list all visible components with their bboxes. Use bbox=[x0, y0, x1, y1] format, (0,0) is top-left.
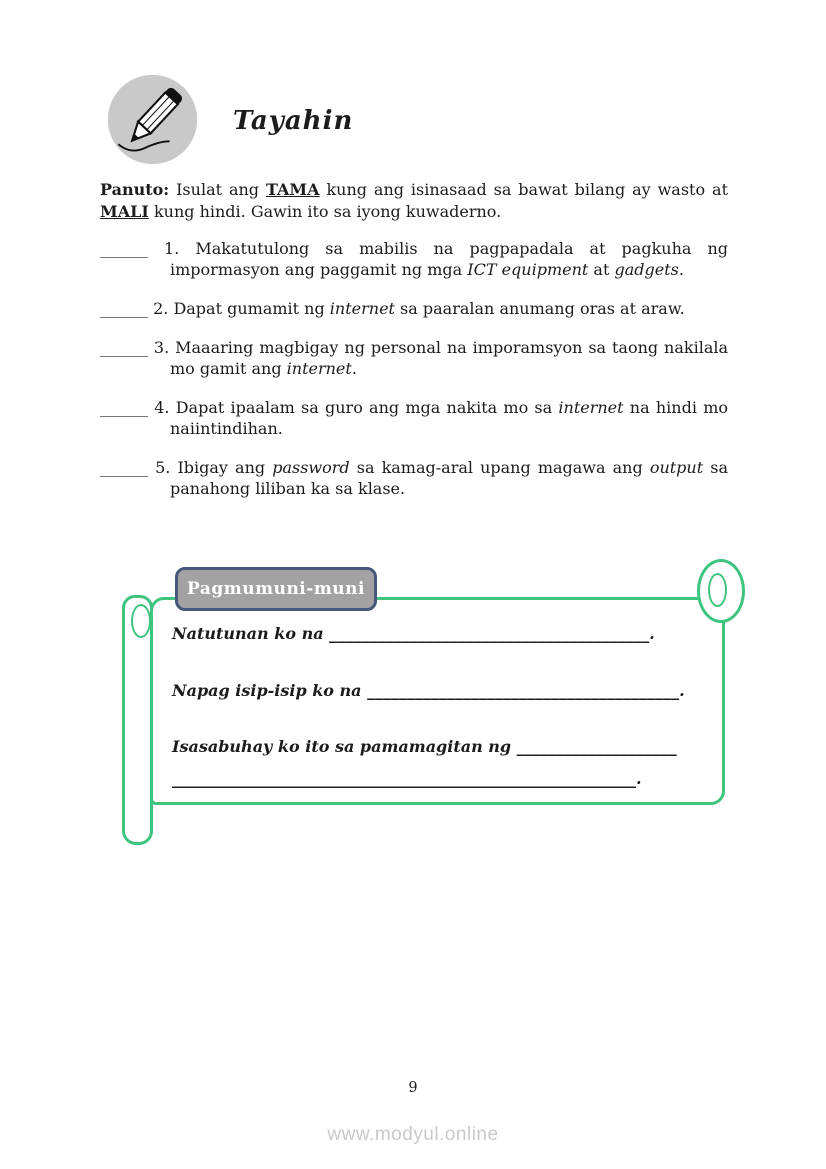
quiz-item-2 bbox=[100, 298, 728, 319]
reflection-line-3 bbox=[172, 737, 712, 756]
quiz-item-5 bbox=[100, 457, 728, 499]
reflection-line-1 bbox=[172, 624, 712, 643]
instructions-text: Isulat ang bbox=[169, 180, 266, 199]
item-text: Ibigay ang bbox=[177, 458, 273, 477]
item-number: 1. bbox=[148, 239, 196, 258]
line-suffix: . bbox=[679, 681, 685, 700]
fill-in-blank: _______________________________________ bbox=[367, 681, 680, 700]
item-text: sa kamag-aral upang magawa ang bbox=[349, 458, 650, 477]
reflection-banner: Pagmumuni-muni bbox=[175, 567, 377, 611]
instructions-text: kung hindi. Gawin ito sa iyong kuwaderno. bbox=[148, 202, 502, 221]
instructions-label: Panuto: bbox=[100, 180, 170, 199]
item-text-italic: output bbox=[649, 458, 704, 477]
line-suffix: . bbox=[649, 624, 655, 643]
scroll-left-curl-icon bbox=[131, 604, 151, 638]
quiz-item-3 bbox=[100, 337, 728, 379]
answer-blank: ______ bbox=[100, 239, 148, 258]
item-text: . bbox=[351, 359, 357, 378]
item-text: sa panahong liliban ka sa klase. bbox=[170, 458, 728, 498]
quiz-item-1 bbox=[100, 238, 728, 280]
item-number: 2. bbox=[148, 299, 174, 318]
pencil-icon bbox=[105, 72, 200, 167]
reflection-label: Isasabuhay ko ito sa pamamagitan ng bbox=[172, 737, 517, 756]
site-watermark: www.modyul.online bbox=[327, 1124, 499, 1145]
fill-in-blank: ____________________ bbox=[516, 737, 677, 756]
item-text-italic: ICT equipment bbox=[467, 260, 589, 279]
quiz-list bbox=[100, 238, 728, 517]
line-suffix: . bbox=[636, 769, 642, 788]
item-text: . bbox=[678, 260, 684, 279]
item-text: Dapat ipaalam sa guro ang mga nakita mo sa bbox=[175, 398, 559, 417]
item-text-italic: internet bbox=[558, 398, 624, 417]
item-number: 3. bbox=[148, 338, 176, 357]
item-text: na hindi mo naiintindihan. bbox=[170, 398, 728, 438]
item-number: 5. bbox=[148, 458, 178, 477]
item-text: sa paaralan anumang oras at araw. bbox=[394, 299, 685, 318]
quiz-item-4 bbox=[100, 397, 728, 439]
reflection-line-2 bbox=[172, 681, 712, 700]
instructions bbox=[100, 179, 728, 223]
item-text: Maaaring magbigay ng personal na imporamsyon sa taong nakilala mo gamit ang bbox=[170, 338, 729, 378]
item-text-italic: password bbox=[272, 458, 350, 477]
scroll-right-curl-inner-icon bbox=[708, 573, 727, 607]
item-text-italic: gadgets bbox=[614, 260, 679, 279]
fill-in-blank: __________________________________________________________ bbox=[172, 769, 636, 788]
keyword-tama: TAMA bbox=[265, 180, 320, 199]
item-text-italic: internet bbox=[329, 299, 395, 318]
item-number: 4. bbox=[148, 398, 176, 417]
answer-blank: ______ bbox=[100, 338, 148, 357]
reflection-label: Napag isip-isip ko na bbox=[172, 681, 368, 700]
instructions-text: kung ang isinasaad sa bawat bilang ay wasto at bbox=[319, 180, 728, 199]
answer-blank: ______ bbox=[100, 458, 148, 477]
keyword-mali: MALI bbox=[100, 202, 149, 221]
item-text: Dapat gumamit ng bbox=[173, 299, 330, 318]
item-text: at bbox=[588, 260, 615, 279]
reflection-line-4 bbox=[172, 769, 712, 788]
item-text-italic: internet bbox=[286, 359, 352, 378]
fill-in-blank: ________________________________________ bbox=[329, 624, 650, 643]
reflection-scroll bbox=[0, 555, 826, 855]
answer-blank: ______ bbox=[100, 299, 148, 318]
item-text: Makatutulong sa mabilis na pagpapadala at pagkuha ng impormasyon ang paggamit ng mga bbox=[170, 239, 729, 279]
answer-blank: ______ bbox=[100, 398, 148, 417]
page-number: 9 bbox=[408, 1080, 418, 1096]
page-title: Tayahin bbox=[233, 106, 354, 136]
reflection-label: Natutunan ko na bbox=[172, 624, 330, 643]
